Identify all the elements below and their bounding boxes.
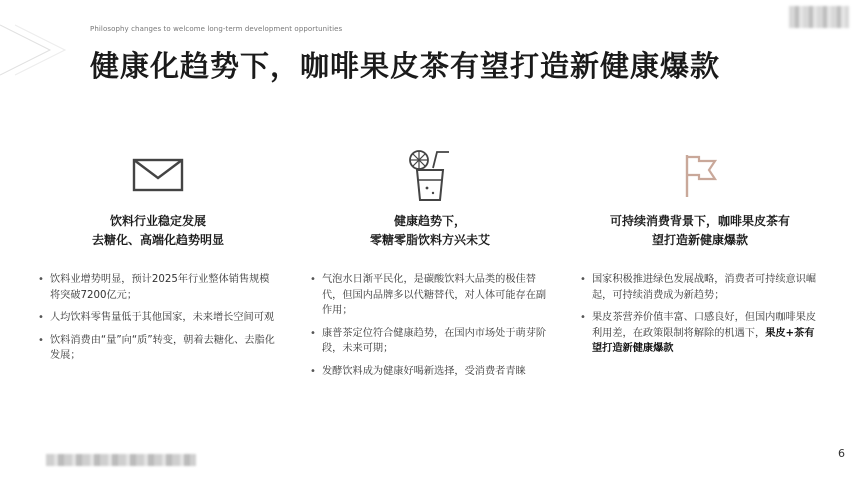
- column-health-trend: [310, 148, 550, 386]
- chevron-decoration-icon: [0, 20, 80, 80]
- column-sustainable: [580, 148, 820, 364]
- list-item: • 国家积极推进绿色发展战略，消费者可持续意识崛起，可持续消费成为新趋势；: [580, 272, 820, 303]
- list-item: • 人均饮料零售量低于其他国家，未来增长空间可观: [38, 310, 278, 326]
- heading-line: 望打造新健康爆款: [651, 233, 748, 247]
- heading-line: 饮料行业稳定发展: [109, 214, 206, 228]
- heading-line: 健康趋势下，: [393, 214, 466, 228]
- heading-line: 去糖化、高端化趋势明显: [91, 233, 224, 247]
- page-subtitle: Philosophy changes to welcome long-term development opportunities: [90, 25, 343, 33]
- list-item: [580, 310, 820, 357]
- heading-line: 可持续消费背景下，咖啡果皮茶有: [609, 214, 790, 228]
- bullet-list: [38, 272, 278, 364]
- column-heading: [38, 212, 278, 250]
- bullet-list: [580, 272, 820, 357]
- list-item: • 饮料消费由“量”向“质”转变，朝着去糖化、去脂化发展；: [38, 333, 278, 364]
- column-industry: [38, 148, 278, 371]
- heading-line: 零糖零脂饮料方兴未艾: [369, 233, 490, 247]
- bullet-list: [310, 272, 550, 379]
- envelope-icon: [38, 148, 278, 202]
- bullet-text: 果皮茶营养价值丰富、口感良好，但国内咖啡果皮利用差，在政策限制将解除的机遇下，: [592, 312, 817, 339]
- blurred-footer-source: [46, 454, 196, 466]
- list-item: • 发酵饮料成为健康好喝新选择，受消费者青睐: [310, 364, 550, 380]
- flag-icon: [580, 148, 820, 202]
- page-number: 6: [838, 447, 845, 460]
- column-heading: [580, 212, 820, 250]
- list-item: • 气泡水日渐平民化，是碳酸饮料大品类的极佳替代，但国内品牌多以代糖替代，对人体可能存在副作用；: [310, 272, 550, 319]
- bullet-emphasis: 果皮+茶有望打造新健康爆款: [592, 327, 815, 354]
- list-item: • 饮料业增势明显，预计2025年行业整体销售规模将突破7200亿元；: [38, 272, 278, 303]
- page-title: 健康化趋势下，咖啡果皮茶有望打造新健康爆款: [90, 49, 721, 83]
- list-item: • 康普茶定位符合健康趋势，在国内市场处于萌芽阶段，未来可期；: [310, 326, 550, 357]
- blurred-logo: [789, 6, 849, 28]
- column-heading: [310, 212, 550, 250]
- drink-cup-icon: [310, 148, 550, 202]
